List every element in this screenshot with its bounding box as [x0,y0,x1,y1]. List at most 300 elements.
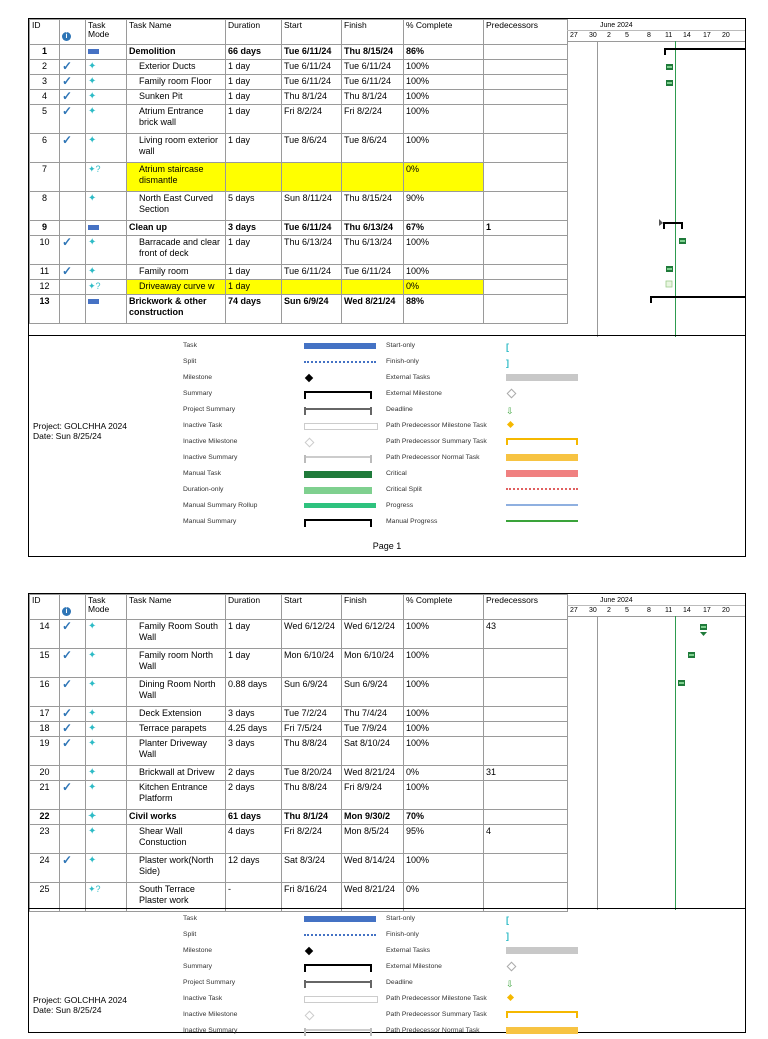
table-row[interactable] [30,825,568,854]
cell-duration[interactable] [226,163,282,192]
cell-start[interactable]: Fri 8/2/24 [282,825,342,854]
cell-indicator [60,707,86,722]
cell-start[interactable]: Tue 6/11/24 [282,60,342,75]
cell-duration[interactable]: 1 day [226,105,282,134]
cell-pct-complete[interactable]: 100% [404,737,484,766]
legend-label: Split [183,358,197,365]
table-row[interactable] [30,45,568,60]
cell-pct-complete[interactable]: 0% [404,766,484,781]
cell-pct-complete[interactable]: 0% [404,280,484,295]
table-row[interactable] [30,105,568,134]
cell-mode [86,649,127,678]
cell-start[interactable]: Tue 6/11/24 [282,265,342,280]
cell-start[interactable]: Mon 6/10/24 [282,649,342,678]
cell-finish[interactable]: Tue 6/11/24 [342,75,404,90]
legend-label: Summary [183,963,213,970]
cell-start[interactable]: Thu 8/8/24 [282,737,342,766]
cell-duration[interactable]: 74 days [226,295,282,324]
cell-id: 5 [30,105,60,134]
cell-indicator [60,75,86,90]
cell-id: 11 [30,265,60,280]
cell-mode [86,163,127,192]
cell-start[interactable]: Thu 8/1/24 [282,90,342,105]
table-row[interactable] [30,90,568,105]
cell-predecessors[interactable] [484,236,568,265]
manual-task-pin-question-icon: ✦? [88,281,101,291]
legend-label: Summary [183,390,213,397]
cell-mode [86,236,127,265]
table-row[interactable] [30,192,568,221]
cell-start[interactable]: Sun 6/9/24 [282,678,342,707]
col-header-info [60,20,86,45]
cell-task-name[interactable]: South Terrace Plaster work [127,883,226,912]
cell-task-name[interactable]: Terrace parapets [127,722,226,737]
cell-mode [86,105,127,134]
cell-predecessors[interactable] [484,722,568,737]
project-name: Project: GOLCHHA 2024 [33,421,128,431]
cell-indicator [60,781,86,810]
cell-finish[interactable]: Mon 6/10/24 [342,649,404,678]
manual-task-pin-icon: ✦ [88,782,97,793]
cell-indicator [60,678,86,707]
cell-task-name[interactable]: Exterior Ducts [127,60,226,75]
timescale-day: 20 [722,32,730,39]
cell-mode [86,75,127,90]
timescale-day: 30 [589,32,597,39]
legend-label: Project Summary [183,406,236,413]
cell-task-name[interactable]: Family room North Wall [127,649,226,678]
cell-finish[interactable]: Wed 8/21/24 [342,883,404,912]
cell-predecessors[interactable] [484,134,568,163]
cell-pct-complete[interactable]: 100% [404,60,484,75]
cell-duration[interactable]: 1 day [226,265,282,280]
legend-label: Finish-only [386,931,419,938]
cell-duration[interactable]: 4.25 days [226,722,282,737]
cell-predecessors[interactable]: 43 [484,620,568,649]
cell-duration[interactable]: 4 days [226,825,282,854]
cell-id: 2 [30,60,60,75]
legend-swatch [304,1012,313,1019]
legend-label: Task [183,915,197,922]
cell-duration[interactable]: 3 days [226,221,282,236]
manual-task-pin-icon: ✦ [88,855,97,866]
col-header-name: Task Name [127,20,226,45]
col-header-id: ID [30,20,60,45]
cell-duration[interactable]: 2 days [226,781,282,810]
cell-finish[interactable]: Mon 9/30/2 [342,810,404,825]
table-row[interactable] [30,620,568,649]
legend-label: Path Predecessor Milestone Task [386,422,487,429]
cell-finish[interactable]: Thu 8/1/24 [342,90,404,105]
legend-swatch [506,995,513,1000]
cell-finish[interactable]: Wed 8/21/24 [342,766,404,781]
cell-indicator [60,60,86,75]
cell-duration[interactable]: 66 days [226,45,282,60]
legend-swatch [304,359,376,363]
cell-pct-complete[interactable]: 70% [404,810,484,825]
table-row[interactable] [30,810,568,825]
cell-predecessors[interactable] [484,781,568,810]
cell-duration[interactable]: 3 days [226,737,282,766]
cell-start[interactable] [282,163,342,192]
cell-predecessors[interactable] [484,192,568,221]
cell-pct-complete[interactable]: 0% [404,883,484,912]
cell-predecessors[interactable] [484,90,568,105]
cell-start[interactable]: Tue 6/11/24 [282,221,342,236]
legend-label: Manual Progress [386,518,438,525]
task-table-page-1 [29,19,568,324]
cell-finish[interactable]: Wed 8/14/24 [342,854,404,883]
legend-label: Inactive Milestone [183,1011,238,1018]
cell-task-name[interactable]: Shear Wall Constuction [127,825,226,854]
cell-task-name[interactable]: Deck Extension [127,707,226,722]
cell-duration[interactable]: 1 day [226,90,282,105]
cell-predecessors[interactable] [484,678,568,707]
cell-finish[interactable]: Thu 8/15/24 [342,45,404,60]
cell-finish[interactable]: Tue 6/11/24 [342,60,404,75]
timescale-month: June 2024 [600,597,633,604]
cell-finish[interactable] [342,163,404,192]
cell-pct-complete[interactable]: 100% [404,265,484,280]
cell-start[interactable]: Fri 8/2/24 [282,105,342,134]
table-row[interactable] [30,737,568,766]
cell-task-name[interactable]: Plaster work(North Side) [127,854,226,883]
cell-pct-complete[interactable]: 88% [404,295,484,324]
table-row[interactable] [30,280,568,295]
cell-duration[interactable]: 2 days [226,766,282,781]
cell-duration[interactable]: 3 days [226,707,282,722]
table-row[interactable] [30,163,568,192]
table-row[interactable] [30,60,568,75]
legend-swatch [506,422,513,427]
cell-finish[interactable]: Tue 6/11/24 [342,265,404,280]
cell-finish[interactable]: Wed 8/21/24 [342,295,404,324]
table-row[interactable] [30,707,568,722]
cell-pct-complete[interactable]: 100% [404,90,484,105]
cell-indicator [60,620,86,649]
cell-id: 8 [30,192,60,221]
cell-duration[interactable]: 1 day [226,280,282,295]
cell-finish[interactable]: Sun 6/9/24 [342,678,404,707]
cell-start[interactable]: Sun 6/9/24 [282,295,342,324]
cell-id: 20 [30,766,60,781]
cell-duration[interactable]: 1 day [226,60,282,75]
cell-predecessors[interactable] [484,810,568,825]
cell-indicator [60,134,86,163]
table-row[interactable] [30,678,568,707]
table-row[interactable] [30,766,568,781]
cell-mode [86,221,127,236]
cell-id: 12 [30,280,60,295]
cell-mode [86,825,127,854]
cell-indicator [60,90,86,105]
cell-task-name[interactable]: Planter Driveway Wall [127,737,226,766]
cell-pct-complete[interactable]: 100% [404,236,484,265]
table-row[interactable] [30,265,568,280]
cell-task-name[interactable]: Family room Floor [127,75,226,90]
legend-swatch [506,470,578,477]
cell-duration[interactable]: 1 day [226,620,282,649]
cell-mode [86,192,127,221]
cell-task-name[interactable]: Brickwall at Drivew [127,766,226,781]
cell-finish[interactable]: Tue 8/6/24 [342,134,404,163]
cell-mode [86,766,127,781]
table-row[interactable] [30,722,568,737]
cell-finish[interactable]: Sat 8/10/24 [342,737,404,766]
timescale-day: 11 [665,607,673,614]
cell-start[interactable]: Sat 8/3/24 [282,854,342,883]
cell-pct-complete[interactable]: 0% [404,163,484,192]
table-row[interactable] [30,236,568,265]
complete-check-icon: ✓ [62,648,73,662]
timescale-day: 5 [625,607,629,614]
cell-start[interactable] [282,280,342,295]
cell-finish[interactable]: Fri 8/2/24 [342,105,404,134]
cell-mode [86,295,127,324]
cell-pct-complete[interactable]: 100% [404,75,484,90]
manual-task-bar-family-room [666,266,673,272]
cell-id: 19 [30,737,60,766]
cell-pct-complete[interactable]: 100% [404,854,484,883]
cell-finish[interactable] [342,280,404,295]
legend-swatch [506,438,578,448]
cell-pct-complete[interactable]: 95% [404,825,484,854]
cell-mode [86,45,127,60]
legend-swatch [304,980,372,990]
col-header-finish: Finish [342,20,404,45]
cell-duration[interactable]: 12 days [226,854,282,883]
timescale-day: 17 [703,32,711,39]
cell-task-name[interactable]: Brickwork & other construction [127,295,226,324]
cell-indicator [60,221,86,236]
legend-label: Deadline [386,406,413,413]
cell-predecessors[interactable] [484,707,568,722]
manual-task-pin-icon: ✦ [88,650,97,661]
cell-pct-complete[interactable]: 67% [404,221,484,236]
manual-task-bar-family-room-floor [666,80,673,86]
cell-duration[interactable]: 1 day [226,134,282,163]
cell-start[interactable]: Fri 7/5/24 [282,722,342,737]
cell-predecessors[interactable]: 4 [484,825,568,854]
legend-swatch [506,374,578,381]
project-date: Date: Sun 8/25/24 [33,1005,102,1015]
cell-predecessors[interactable] [484,60,568,75]
summary-task-mode-icon [88,225,99,230]
cell-start[interactable]: Thu 8/8/24 [282,781,342,810]
timescale-day: 20 [722,607,730,614]
cell-id: 18 [30,722,60,737]
cell-predecessors[interactable]: 31 [484,766,568,781]
cell-start[interactable]: Fri 8/16/24 [282,883,342,912]
legend-swatch [506,486,578,490]
legend-swatch: ⇩ [506,979,514,989]
cell-indicator [60,45,86,60]
cell-duration[interactable]: 0.88 days [226,678,282,707]
cell-task-name[interactable]: Driveaway curve w [127,280,226,295]
cell-id: 15 [30,649,60,678]
legend-swatch [304,423,378,430]
cell-predecessors[interactable] [484,295,568,324]
cell-duration[interactable]: 5 days [226,192,282,221]
summary-bar-clean-up [659,219,683,229]
cell-id: 6 [30,134,60,163]
cell-predecessors[interactable] [484,45,568,60]
cell-task-name[interactable]: Clean up [127,221,226,236]
table-row[interactable] [30,221,568,236]
legend-label: Finish-only [386,358,419,365]
cell-predecessors[interactable] [484,649,568,678]
complete-check-icon: ✓ [62,619,73,633]
timescale-month: June 2024 [600,22,633,29]
gantt-bars-page-2 [567,594,745,910]
timescale-day: 8 [647,32,651,39]
legend-swatch [506,1011,578,1021]
summary-task-mode-icon [88,49,99,54]
cell-duration[interactable]: - [226,883,282,912]
cell-indicator [60,163,86,192]
cell-finish[interactable]: Fri 8/9/24 [342,781,404,810]
cell-duration[interactable]: 1 day [226,649,282,678]
cell-start[interactable]: Thu 8/1/24 [282,810,342,825]
cell-indicator [60,295,86,324]
col-header-pred: Predecessors [484,595,568,620]
cell-predecessors[interactable] [484,105,568,134]
cell-start[interactable]: Sun 8/11/24 [282,192,342,221]
cell-pct-complete[interactable]: 100% [404,781,484,810]
legend-label: Duration-only [183,486,224,493]
cell-start[interactable]: Tue 7/2/24 [282,707,342,722]
table-row[interactable] [30,854,568,883]
cell-task-name[interactable]: Sunken Pit [127,90,226,105]
cell-task-name[interactable]: Atrium Entrance brick wall [127,105,226,134]
cell-pct-complete[interactable]: 86% [404,45,484,60]
cell-mode [86,810,127,825]
cell-predecessors[interactable] [484,265,568,280]
manual-task-bar-family-room-south-wall [700,624,707,636]
cell-id: 24 [30,854,60,883]
col-header-finish: Finish [342,595,404,620]
cell-indicator [60,810,86,825]
col-header-name: Task Name [127,595,226,620]
summary-task-mode-icon [88,299,99,304]
legend-swatch [506,390,515,397]
complete-check-icon: ✓ [62,677,73,691]
legend-swatch [304,343,376,349]
timescale-day: 5 [625,32,629,39]
complete-check-icon: ✓ [62,721,73,735]
cell-task-name[interactable]: Barracade and clear front of deck [127,236,226,265]
legend-swatch [304,407,372,417]
manual-task-pin-icon: ✦ [88,61,97,72]
cell-pct-complete[interactable]: 100% [404,105,484,134]
cell-finish[interactable]: Mon 8/5/24 [342,825,404,854]
complete-check-icon: ✓ [62,706,73,720]
manual-task-pin-question-icon: ✦? [88,884,101,894]
cell-id: 17 [30,707,60,722]
legend-swatch [304,439,313,446]
manual-task-pin-icon: ✦ [88,767,97,778]
legend-swatch [304,455,372,465]
cell-pct-complete[interactable]: 100% [404,707,484,722]
manual-task-bar-dining-room-north-wall [678,680,685,686]
cell-indicator [60,649,86,678]
legend-label: External Tasks [386,374,431,381]
cell-task-name[interactable]: Family Room South Wall [127,620,226,649]
col-header-start: Start [282,20,342,45]
cell-pct-complete[interactable]: 100% [404,678,484,707]
table-row[interactable] [30,134,568,163]
cell-task-name[interactable]: Dining Room North Wall [127,678,226,707]
cell-start[interactable]: Tue 6/11/24 [282,75,342,90]
cell-predecessors[interactable] [484,75,568,90]
cell-predecessors[interactable]: 1 [484,221,568,236]
table-row[interactable] [30,75,568,90]
table-row[interactable] [30,649,568,678]
cell-pct-complete[interactable]: 100% [404,620,484,649]
manual-task-pin-icon: ✦ [88,135,97,146]
cell-pct-complete[interactable]: 100% [404,722,484,737]
cell-finish[interactable]: Wed 6/12/24 [342,620,404,649]
cell-task-name[interactable]: Atrium staircase dismantle [127,163,226,192]
cell-start[interactable]: Thu 6/13/24 [282,236,342,265]
cell-finish[interactable]: Thu 6/13/24 [342,221,404,236]
cell-task-name[interactable]: Family room [127,265,226,280]
cell-start[interactable]: Tue 8/20/24 [282,766,342,781]
legend-swatch [304,932,376,936]
cell-pct-complete[interactable]: 100% [404,134,484,163]
cell-id: 3 [30,75,60,90]
cell-duration[interactable]: 61 days [226,810,282,825]
legend-swatch [304,1028,372,1038]
table-row[interactable] [30,295,568,324]
cell-indicator [60,265,86,280]
cell-finish[interactable]: Tue 7/9/24 [342,722,404,737]
cell-task-name[interactable]: North East Curved Section [127,192,226,221]
cell-start[interactable]: Tue 8/6/24 [282,134,342,163]
summary-bar-demolition [664,48,745,55]
cell-predecessors[interactable] [484,737,568,766]
col-header-info [60,595,86,620]
cell-task-name[interactable]: Kitchen Entrance Platform [127,781,226,810]
cell-duration[interactable]: 1 day [226,75,282,90]
cell-mode [86,280,127,295]
cell-start[interactable]: Wed 6/12/24 [282,620,342,649]
gantt-timeline-page-2 [567,594,745,910]
cell-task-name[interactable]: Living room exterior wall [127,134,226,163]
cell-pct-complete[interactable]: 100% [404,649,484,678]
cell-finish[interactable]: Thu 7/4/24 [342,707,404,722]
manual-task-pin-icon: ✦ [88,708,97,719]
cell-task-name[interactable]: Civil works [127,810,226,825]
cell-predecessors[interactable] [484,854,568,883]
cell-start[interactable]: Tue 6/11/24 [282,45,342,60]
manual-task-bar-barracade [679,238,686,244]
project-date: Date: Sun 8/25/24 [33,431,102,441]
cell-finish[interactable]: Thu 8/15/24 [342,192,404,221]
complete-check-icon: ✓ [62,780,73,794]
cell-id: 22 [30,810,60,825]
cell-task-name[interactable]: Demolition [127,45,226,60]
gantt-page-1 [28,18,746,557]
cell-predecessors[interactable] [484,280,568,295]
cell-duration[interactable]: 1 day [226,236,282,265]
cell-predecessors[interactable] [484,163,568,192]
timescale-day: 27 [570,32,578,39]
table-row[interactable] [30,781,568,810]
complete-check-icon: ✓ [62,89,73,103]
cell-pct-complete[interactable]: 90% [404,192,484,221]
cell-finish[interactable]: Thu 6/13/24 [342,236,404,265]
